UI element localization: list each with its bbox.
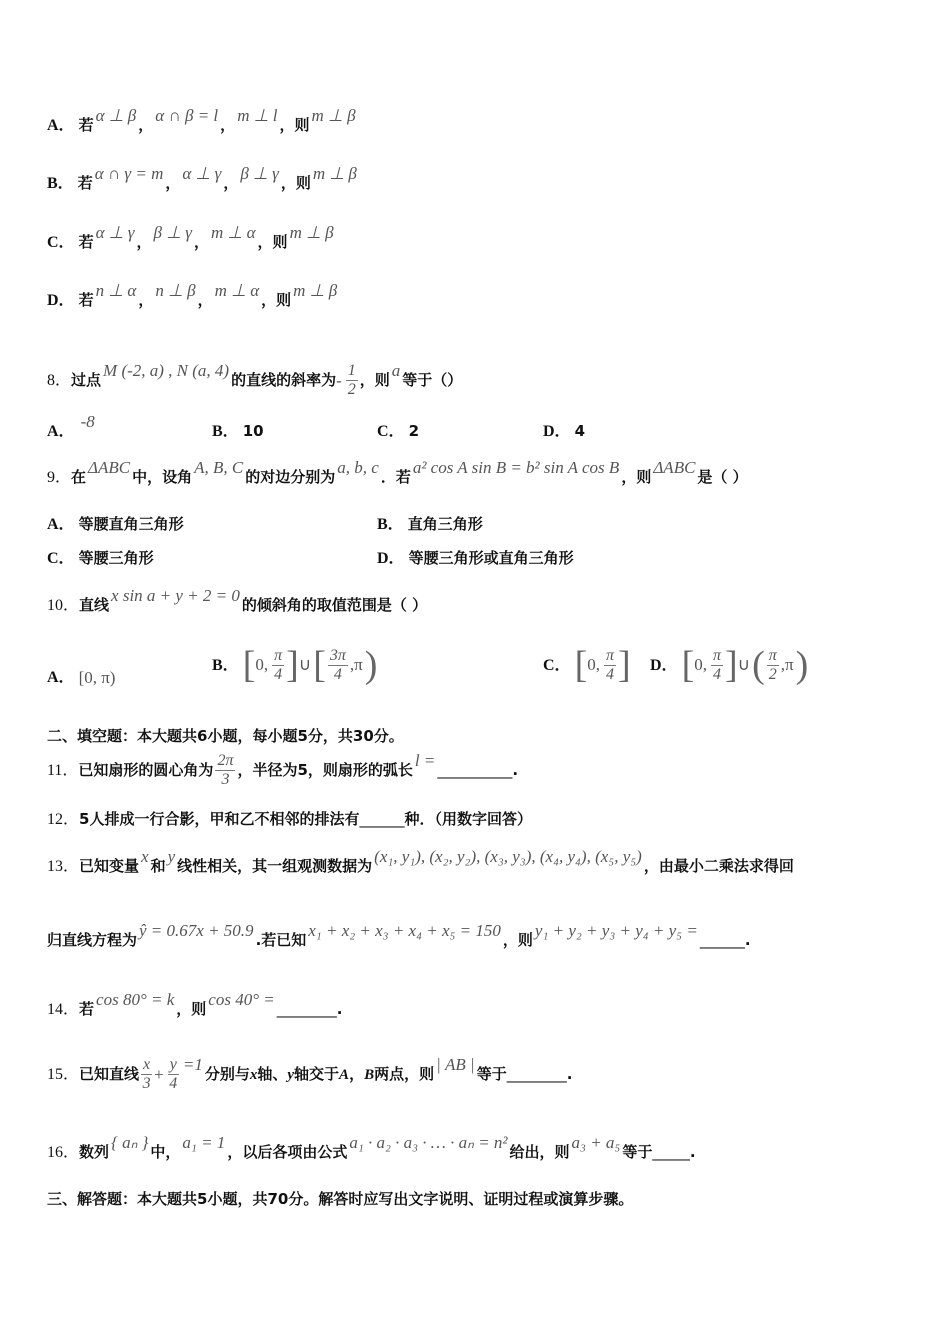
q8-option-a — [47, 412, 97, 442]
answer-blank: __________ — [437, 761, 513, 779]
text: 等于 — [622, 1143, 653, 1161]
text: 线性相关，其一组观测数据为 — [177, 857, 373, 875]
section-2-heading — [47, 726, 404, 746]
fraction-numerator: π — [605, 646, 614, 664]
option-label: D． — [543, 423, 571, 440]
q7-option-a — [47, 106, 358, 136]
text: 已知扇形的圆心角为 — [78, 761, 214, 779]
fraction-denominator: 4 — [274, 665, 283, 683]
text: 等于（） — [402, 371, 463, 389]
fraction-numerator: 3π — [329, 646, 346, 664]
fraction-denominator: 2 — [768, 665, 777, 683]
text: . — [336, 1000, 343, 1018]
text: ，由最小二乘法求得回 — [643, 857, 794, 875]
math-expression: β ⊥ γ — [153, 223, 193, 242]
q10-option-b — [212, 645, 377, 685]
text: 给出，则 — [509, 1143, 570, 1161]
text: 分别与 — [204, 1065, 250, 1083]
bracket: [ — [313, 644, 326, 686]
option-label: C． — [377, 423, 405, 440]
bracket: ) — [364, 644, 378, 686]
q10-option-c — [543, 645, 631, 685]
option-label: D． — [47, 292, 75, 309]
fraction — [711, 647, 723, 684]
section-3-heading — [47, 1189, 633, 1209]
math-expression: a, b, c — [337, 458, 379, 477]
text: 过点 — [71, 371, 102, 389]
math-expression: α ∩ β = l — [155, 106, 219, 125]
text: 种．（用数字回答） — [404, 810, 532, 828]
math-expression: β ⊥ γ — [240, 164, 279, 183]
math-expression: cos 80° = k — [96, 990, 175, 1009]
q13-line-2 — [47, 921, 751, 950]
text: 2 — [408, 422, 419, 440]
text: 5人排成一行合影，甲和乙不相邻的排法有 — [79, 810, 360, 828]
q13-line-1 — [47, 847, 794, 877]
q9-option-b — [377, 514, 483, 535]
fraction-denominator: 2 — [347, 381, 356, 398]
option-label: D． — [377, 550, 405, 567]
q7-option-b — [47, 164, 359, 194]
question-number: 15． — [47, 1066, 80, 1083]
text: 是（ ） — [697, 468, 748, 486]
italic-variable: x — [249, 1067, 258, 1083]
math-expression: ŷ = 0.67x + 50.9 — [139, 921, 254, 940]
question-number: 13． — [47, 858, 80, 875]
text: ，则 — [502, 931, 533, 949]
fraction — [215, 752, 235, 789]
q14 — [47, 990, 343, 1020]
answer-blank: ________ — [506, 1065, 567, 1083]
q8-option-b — [212, 421, 264, 442]
text: . — [566, 1065, 573, 1083]
answer-blank: ______ — [699, 931, 745, 949]
math-expression: A, B, C — [194, 458, 244, 477]
q16 — [47, 1133, 696, 1163]
italic-variable: A — [339, 1067, 350, 1083]
option-label: D． — [650, 656, 678, 674]
math-expression: l = — [414, 751, 436, 770]
math-expression: n ⊥ α — [95, 281, 137, 300]
answer-blank: ______ — [359, 810, 405, 828]
math-expression: ΔABC — [653, 458, 696, 477]
option-label: A． — [47, 423, 75, 440]
math-symbol: ,π — [780, 655, 794, 674]
option-label: B． — [377, 516, 404, 533]
q9-stem — [47, 458, 748, 488]
text: 轴、 — [257, 1065, 288, 1083]
bracket: ) — [795, 644, 809, 686]
q10-stem — [47, 586, 428, 616]
math-expression: a — [391, 361, 401, 380]
text: ，则 — [257, 233, 288, 251]
text: ，则 — [176, 1000, 207, 1018]
text: 轴交于 — [294, 1065, 340, 1083]
text: ，则 — [279, 116, 310, 134]
bracket: [ — [242, 644, 256, 686]
text: ， — [349, 1065, 365, 1083]
math-expression: y₁ + y₂ + y₃ + y₄ + y₅ = — [534, 921, 698, 940]
math-expression: | AB | — [436, 1055, 475, 1074]
math-expression: m ⊥ α — [211, 223, 256, 242]
math-expression: { aₙ } — [111, 1133, 149, 1152]
fraction-denominator: 3 — [142, 1075, 151, 1092]
fraction — [168, 1056, 179, 1093]
option-label: C． — [47, 234, 75, 251]
math-expression: m ⊥ β — [289, 223, 334, 242]
q7-option-c — [47, 223, 336, 253]
math-expression: α ⊥ γ — [95, 223, 135, 242]
text: 的倾斜角的取值范围是（ ） — [241, 596, 428, 614]
question-number: 12． — [47, 811, 80, 828]
math-expression: =1 — [182, 1055, 203, 1074]
text: 中， — [150, 1143, 181, 1161]
question-number: 16． — [47, 1144, 80, 1161]
question-number: 8． — [47, 372, 72, 389]
text: 10 — [242, 422, 264, 440]
fraction-numerator: x — [143, 1056, 151, 1073]
option-label: C． — [47, 550, 75, 567]
text: 若 — [79, 1000, 95, 1018]
bracket: ] — [286, 644, 299, 686]
text: ，则 — [280, 174, 311, 192]
q12 — [47, 809, 532, 830]
q9-option-c — [47, 548, 154, 569]
math-expression: ΔABC — [88, 458, 131, 477]
fraction-denominator: 4 — [712, 665, 721, 683]
fraction-numerator: 1 — [347, 362, 356, 379]
math-expression: m ⊥ α — [214, 281, 260, 300]
math-expression: a₁ = 1 — [182, 1133, 226, 1152]
bracket: ( — [752, 644, 765, 686]
fraction-numerator: y — [169, 1056, 177, 1073]
q15 — [47, 1056, 572, 1093]
fraction-denominator: 4 — [605, 665, 614, 683]
text: 的直线的斜率为 — [231, 371, 337, 389]
text: 等于 — [476, 1065, 507, 1083]
text: 已知直线 — [79, 1065, 140, 1083]
math-symbol: [0, π) — [78, 667, 116, 687]
math-expression: n ⊥ β — [155, 281, 196, 300]
text: 若 — [78, 233, 94, 251]
text: ， — [197, 291, 213, 309]
text: 等腰三角形 — [78, 549, 154, 567]
option-label: B． — [212, 656, 239, 674]
text: ， — [220, 116, 236, 134]
math-symbol: ,π — [349, 655, 363, 674]
text: 等腰三角形或直角三角形 — [408, 549, 574, 567]
fraction-numerator: π — [274, 646, 283, 664]
italic-variable: B — [364, 1067, 375, 1083]
fraction-denominator: 4 — [333, 665, 342, 683]
math-expression: m ⊥ β — [312, 164, 357, 183]
bracket: ] — [724, 644, 738, 686]
fraction — [767, 647, 779, 684]
math-expression: x₁ + x₂ + x₃ + x₄ + x₅ = 150 — [308, 921, 501, 940]
q9-option-d — [377, 548, 574, 569]
math-expression: α ∩ γ = m — [94, 164, 164, 183]
math-symbol: + — [154, 1064, 164, 1084]
fraction-denominator: 4 — [169, 1075, 178, 1092]
math-symbol: 0, — [694, 655, 707, 674]
italic-variable: y — [287, 1067, 295, 1083]
bracket: [ — [681, 644, 695, 686]
text: ， — [136, 233, 152, 251]
q9-option-a — [47, 514, 184, 535]
text: ， — [138, 116, 154, 134]
question-number: 11． — [47, 762, 79, 779]
math-expression: α ⊥ γ — [182, 164, 222, 183]
fraction — [272, 647, 284, 684]
fraction-numerator: π — [712, 646, 721, 664]
fraction — [346, 362, 358, 399]
text: 中，设角 — [132, 468, 193, 486]
text: ，则 — [359, 371, 390, 389]
math-expression: m ⊥ β — [311, 106, 356, 125]
text: 已知变量 — [79, 857, 140, 875]
math-expression: x — [141, 847, 149, 866]
option-label: A． — [47, 117, 75, 134]
fraction-numerator: π — [768, 646, 777, 664]
text: 等腰直角三角形 — [78, 515, 184, 533]
text: ．若 — [380, 468, 411, 486]
text: ， — [165, 174, 181, 192]
math-expression: m ⊥ l — [237, 106, 278, 125]
q7-option-d — [47, 281, 339, 311]
math-symbol: 0, — [587, 655, 600, 674]
math-symbol: 0, — [255, 655, 269, 674]
text: .若已知 — [255, 931, 307, 949]
text: ，则 — [261, 291, 292, 309]
question-number: 14． — [47, 1001, 80, 1018]
text: 的对边分别为 — [245, 468, 336, 486]
math-expression: -8 — [80, 412, 95, 431]
option-label: A． — [47, 669, 75, 686]
text: 归直线方程为 — [47, 931, 138, 949]
text: ，半径为5，则扇形的弧长 — [237, 761, 413, 779]
text: 在 — [71, 468, 87, 486]
question-number: 10． — [47, 597, 80, 614]
answer-blank: ________ — [276, 1000, 337, 1018]
math-expression: a₁ · a₂ · a₃ · … · aₙ = n² — [349, 1133, 508, 1152]
math-expression: x sin a + y + 2 = 0 — [111, 586, 240, 605]
bracket: [ — [574, 644, 588, 686]
q8-option-d — [543, 421, 585, 442]
text: 4 — [574, 422, 585, 440]
math-expression: α ⊥ β — [95, 106, 137, 125]
q10-option-d — [650, 645, 808, 685]
text: 两点，则 — [374, 1065, 435, 1083]
math-expression: m ⊥ β — [293, 281, 338, 300]
option-label: B． — [212, 423, 239, 440]
text: ，则 — [621, 468, 652, 486]
fraction — [141, 1056, 152, 1093]
math-expression: cos 40° = — [208, 990, 275, 1009]
text: 若 — [77, 174, 93, 192]
text: 若 — [78, 116, 94, 134]
math-symbol: - — [336, 370, 342, 390]
fraction — [604, 647, 616, 684]
text: 数列 — [79, 1143, 110, 1161]
math-expression: M (-2, a) , N (a, 4) — [103, 361, 230, 380]
q11 — [47, 752, 518, 789]
text: ， — [194, 233, 210, 251]
text: . — [689, 1143, 696, 1161]
answer-blank: _____ — [652, 1143, 690, 1161]
text: 直线 — [79, 596, 110, 614]
text: . — [512, 761, 519, 779]
fraction — [328, 647, 348, 684]
text: 和 — [150, 857, 166, 875]
text: . — [744, 931, 751, 949]
option-label: C． — [543, 656, 571, 674]
math-expression: y — [167, 847, 176, 866]
text: ， — [223, 174, 239, 192]
math-symbol: ∪ — [298, 655, 312, 674]
option-label: B． — [47, 175, 74, 192]
question-number: 9． — [47, 469, 72, 486]
math-expression: (x₁, y₁), (x₂, y₂), (x₃, y₃), (x₄, y₄), (x₅, y₅) — [374, 847, 642, 866]
math-expression: a₃ + a₅ — [571, 1133, 621, 1152]
math-expression: a² cos A sin B = b² sin A cos B — [412, 458, 620, 477]
text: ，以后各项由公式 — [227, 1143, 348, 1161]
text: 三、解答题：本大题共5小题，共70分。解答时应写出文字说明、证明过程或演算步骤。 — [47, 1190, 634, 1208]
fraction-denominator: 3 — [221, 771, 230, 788]
fraction-numerator: 2π — [217, 752, 234, 769]
option-label: A． — [47, 516, 75, 533]
bracket: ] — [617, 644, 631, 686]
math-symbol: ∪ — [737, 655, 751, 674]
q10-option-a — [47, 667, 117, 688]
text: 直角三角形 — [407, 515, 483, 533]
text: ， — [138, 291, 154, 309]
q8-stem — [47, 362, 462, 399]
text: 二、填空题：本大题共6小题，每小题5分，共30分。 — [47, 727, 404, 745]
text: 若 — [78, 291, 94, 309]
q8-option-c — [377, 421, 419, 442]
